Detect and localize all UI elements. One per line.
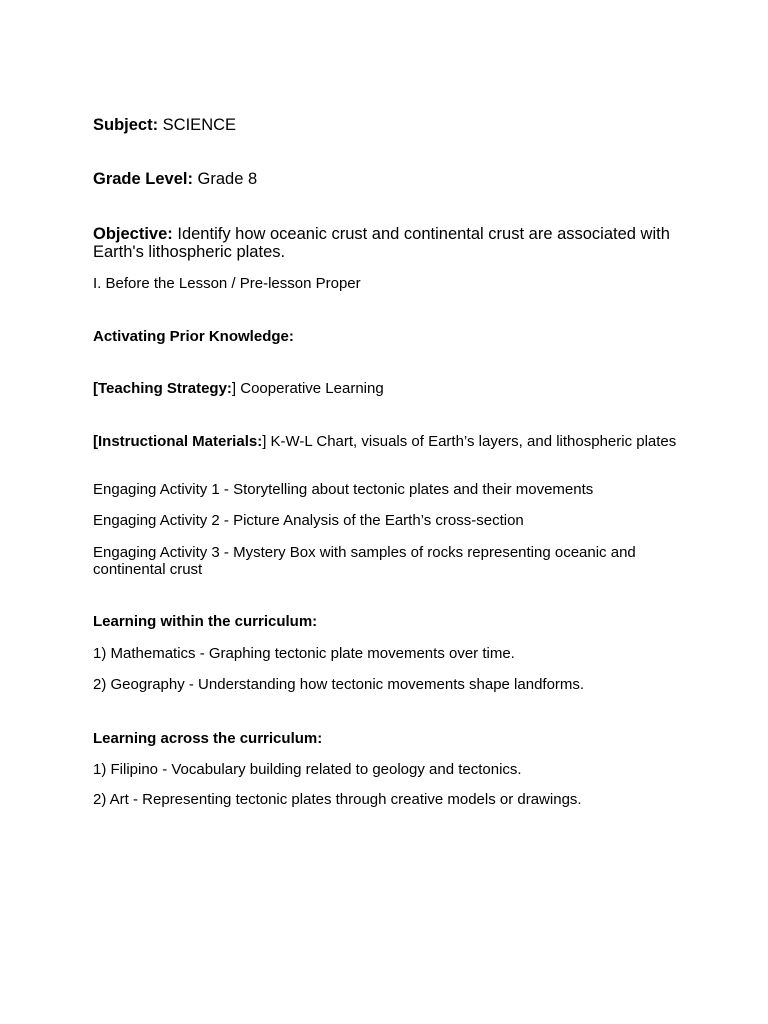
subject-value: SCIENCE — [158, 116, 237, 134]
learning-within-item: 1) Mathematics - Graphing tectonic plate movements over time. — [93, 645, 515, 662]
before-lesson-heading: I. Before the Lesson / Pre-lesson Proper — [93, 275, 361, 292]
grade-level-line — [93, 170, 683, 188]
engaging-activity-2: Engaging Activity 2 - Picture Analysis of the Earth’s cross-section — [93, 512, 524, 529]
learning-within-heading: Learning within the curriculum: — [93, 613, 318, 630]
engaging-activity-3: Engaging Activity 3 - Mystery Box with samples of rocks representing oceanic and continental crust — [93, 544, 636, 578]
subject-label: Subject: — [93, 116, 159, 134]
engaging-activity-1: Engaging Activity 1 - Storytelling about tectonic plates and their movements — [93, 481, 594, 498]
subject-line — [93, 116, 683, 134]
learning-across-item: 1) Filipino - Vocabulary building related to geology and tectonics. — [93, 761, 522, 778]
instructional-materials-label: [Instructional Materials: — [93, 433, 263, 450]
instructional-materials-line — [93, 433, 683, 450]
teaching-strategy-value: ] Cooperative Learning — [231, 380, 384, 397]
objective-label: Objective: — [93, 225, 173, 243]
objective-line — [93, 225, 683, 261]
learning-across-heading: Learning across the curriculum: — [93, 730, 323, 747]
instructional-materials-value: ] K-W-L Chart, visuals of Earth’s layers, and lithospheric plates — [262, 433, 677, 450]
objective-value: Identify how oceanic crust and continental crust are associated with Earth's lithospheric plates. — [93, 225, 670, 261]
teaching-strategy-line — [93, 380, 683, 397]
learning-across-item: 2) Art - Representing tectonic plates through creative models or drawings. — [93, 791, 582, 808]
grade-level-value: Grade 8 — [192, 170, 258, 188]
activating-prior-knowledge-heading: Activating Prior Knowledge: — [93, 328, 294, 345]
teaching-strategy-label: [Teaching Strategy: — [93, 380, 232, 397]
learning-within-item: 2) Geography - Understanding how tectonic movements shape landforms. — [93, 676, 585, 693]
grade-level-label: Grade Level: — [93, 170, 193, 188]
